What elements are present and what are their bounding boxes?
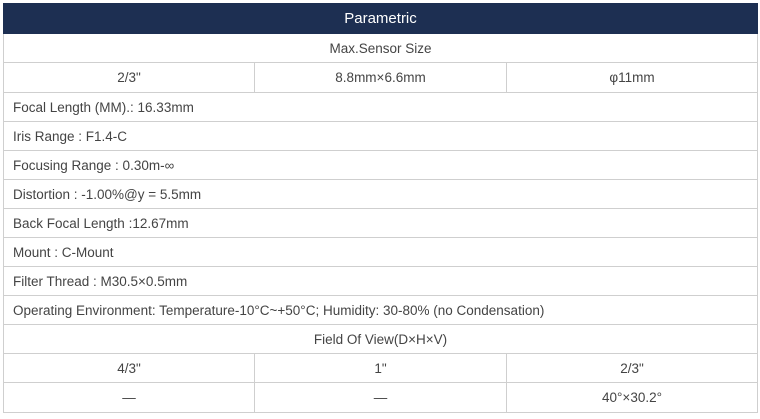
spec-row-filter-thread (4, 267, 758, 296)
focal-length-text: Focal Length (MM).: 16.33mm (4, 93, 758, 122)
fov-title-row (4, 325, 758, 354)
fov-value-1: — (255, 383, 507, 413)
sensor-dimensions-cell: 8.8mm×6.6mm (255, 63, 507, 93)
sensor-size-values-row (4, 63, 758, 93)
fov-header-4-3: 4/3" (4, 354, 255, 383)
iris-range-text: Iris Range : F1.4-C (4, 122, 758, 151)
spec-row-operating-environment (4, 296, 758, 325)
table-header-row (4, 4, 758, 34)
fov-title: Field Of View(D×H×V) (4, 325, 758, 354)
sensor-format-cell: 2/3" (4, 63, 255, 93)
sensor-size-title: Max.Sensor Size (4, 34, 758, 63)
image-circle-cell: φ11mm (507, 63, 758, 93)
mount-text: Mount : C-Mount (4, 238, 758, 267)
focusing-range-text: Focusing Range : 0.30m-∞ (4, 151, 758, 180)
fov-value-2-3: 40°×30.2° (507, 383, 758, 413)
fov-values-row (4, 383, 758, 413)
distortion-text: Distortion : -1.00%@y = 5.5mm (4, 180, 758, 209)
table-title: Parametric (4, 4, 758, 34)
spec-row-iris-range (4, 122, 758, 151)
back-focal-length-text: Back Focal Length :12.67mm (4, 209, 758, 238)
parametric-spec-table (3, 3, 758, 413)
spec-row-back-focal-length (4, 209, 758, 238)
fov-header-1: 1" (255, 354, 507, 383)
spec-row-mount (4, 238, 758, 267)
fov-value-4-3: — (4, 383, 255, 413)
fov-header-2-3: 2/3" (507, 354, 758, 383)
spec-row-focal-length (4, 93, 758, 122)
spec-row-focusing-range (4, 151, 758, 180)
operating-environment-text: Operating Environment: Temperature-10°C~+50°C; Humidity: 30-80% (no Condensation) (4, 296, 758, 325)
fov-header-row (4, 354, 758, 383)
filter-thread-text: Filter Thread : M30.5×0.5mm (4, 267, 758, 296)
sensor-size-title-row (4, 34, 758, 63)
spec-row-distortion (4, 180, 758, 209)
